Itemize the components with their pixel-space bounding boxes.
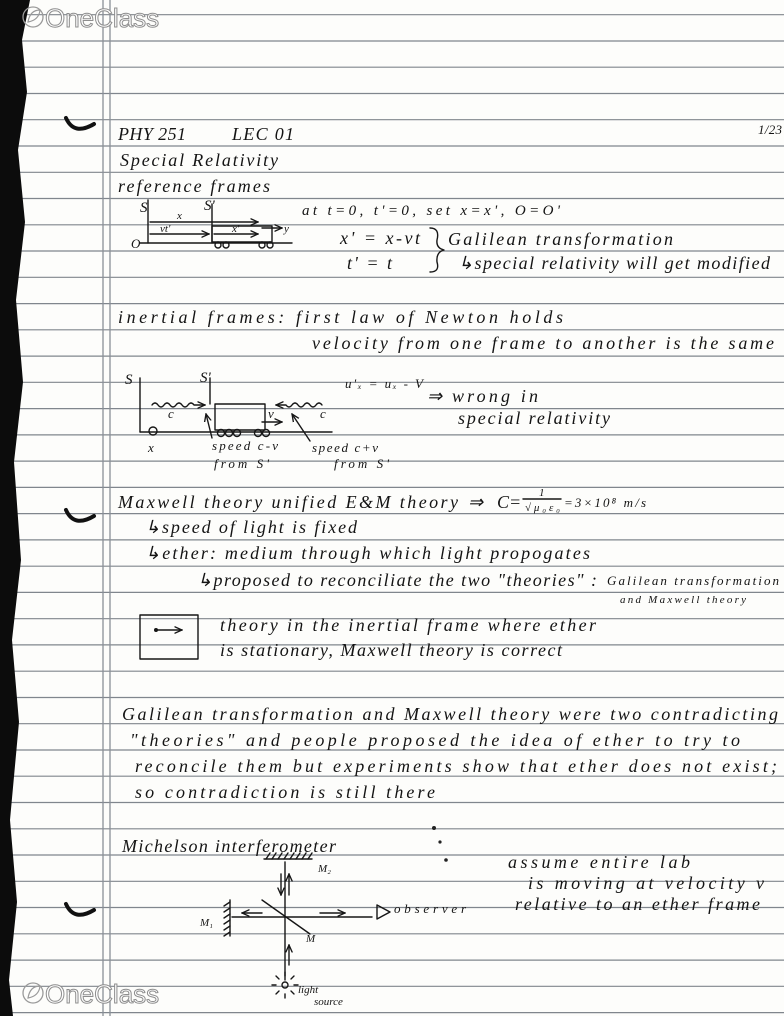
- frame-s-label: S: [125, 372, 133, 388]
- lecture-date: 1/23: [758, 122, 782, 137]
- summary-line: reconcile them but experiments show that ether does not exist;: [135, 756, 778, 776]
- light-left-label: c: [168, 406, 174, 421]
- inertial-frames-definition: inertial frames: first law of Newton holds: [118, 307, 563, 327]
- summary-line: Galilean transformation and Maxwell theory were two contradicting: [122, 704, 778, 724]
- fraction-numerator: 1: [539, 487, 545, 499]
- mirror-m1-label: M₁: [200, 917, 213, 929]
- special-relativity-label: special relativity: [458, 408, 610, 428]
- theories-line-1: Galilean transformation: [607, 573, 779, 588]
- light-source-label: light: [298, 984, 319, 996]
- x-label: x: [177, 210, 182, 222]
- fraction-denominator: √μ₀ε₀: [525, 502, 560, 514]
- maxwell-statement: Maxwell theory unified E&M theory: [118, 492, 458, 512]
- frame-s-label: S: [140, 200, 148, 216]
- cart-velocity-label: v: [268, 406, 274, 421]
- speed-of-light-symbol: C=: [497, 492, 522, 512]
- vt-label: vt': [160, 223, 171, 235]
- observer-label: observer: [394, 901, 466, 916]
- velocity-statement: velocity from one frame to another is the same: [312, 333, 774, 353]
- equation-t: t' = t: [347, 253, 392, 273]
- box-note-line-2: is stationary, Maxwell theory is correct: [220, 640, 562, 660]
- origin-label: O: [131, 236, 141, 251]
- modified-note: ↳special relativity will get modified: [458, 253, 770, 273]
- course-code: PHY 251: [118, 124, 186, 144]
- ink-speck: [444, 858, 448, 862]
- watermark-text: OneClass: [45, 3, 160, 33]
- ink-speck: [438, 840, 441, 843]
- light-right-label: c: [320, 406, 326, 421]
- theories-line-2: and Maxwell theory: [620, 594, 746, 606]
- lecture-number: LEC 01: [232, 124, 294, 144]
- frame-s-prime-label: S': [200, 370, 211, 386]
- frame-s-prime-label: S': [204, 198, 215, 214]
- michelson-note-line: is moving at velocity v: [528, 873, 764, 893]
- initial-condition: at t=0, t'=0, set x=x', O=O': [302, 203, 560, 219]
- watermark-text: OneClass: [45, 979, 160, 1009]
- speed-right-label: speed c+v: [312, 440, 378, 455]
- speed-of-light-value: =3×10⁸ m/s: [564, 495, 646, 510]
- reference-frames-heading: reference frames: [118, 176, 270, 196]
- ether-definition: ↳ether: medium through which light propogates: [145, 543, 591, 563]
- from-left-label: from S': [214, 456, 269, 471]
- speed-fixed-note: ↳speed of light is fixed: [145, 517, 357, 537]
- splitter-label: M: [306, 933, 316, 945]
- mirror-m2-label: M₂: [318, 863, 331, 875]
- implies-arrow: ⇒: [427, 386, 443, 406]
- box-note-line-1: theory in the inertial frame where ether: [220, 615, 596, 635]
- summary-line: so contradiction is still there: [135, 782, 435, 802]
- velocity-equation: u'ₓ = uₓ - V: [345, 376, 423, 391]
- speed-left-label: speed c-v: [212, 438, 278, 453]
- light-source-label: source: [314, 996, 343, 1008]
- summary-line: "theories" and people proposed the idea of ether to try to: [130, 730, 741, 750]
- observer-figure: x: [148, 440, 154, 455]
- michelson-note-line: relative to an ether frame: [515, 894, 760, 914]
- from-right-label: from S': [334, 456, 389, 471]
- michelson-heading: Michelson interferometer: [122, 836, 336, 856]
- michelson-note-line: assume entire lab: [508, 852, 690, 872]
- ether-proposed-note: ↳proposed to reconciliate the two "theories" :: [197, 570, 597, 590]
- x-prime-label: x': [232, 223, 240, 235]
- equation-x: x' = x-vt: [340, 228, 420, 248]
- y-label: y: [284, 223, 289, 235]
- wrong-in-label: wrong in: [452, 386, 538, 406]
- galilean-label: Galilean transformation: [448, 229, 673, 249]
- page-title: Special Relativity: [120, 150, 278, 170]
- ink-speck: [432, 826, 436, 830]
- implies-arrow: ⇒: [468, 492, 484, 512]
